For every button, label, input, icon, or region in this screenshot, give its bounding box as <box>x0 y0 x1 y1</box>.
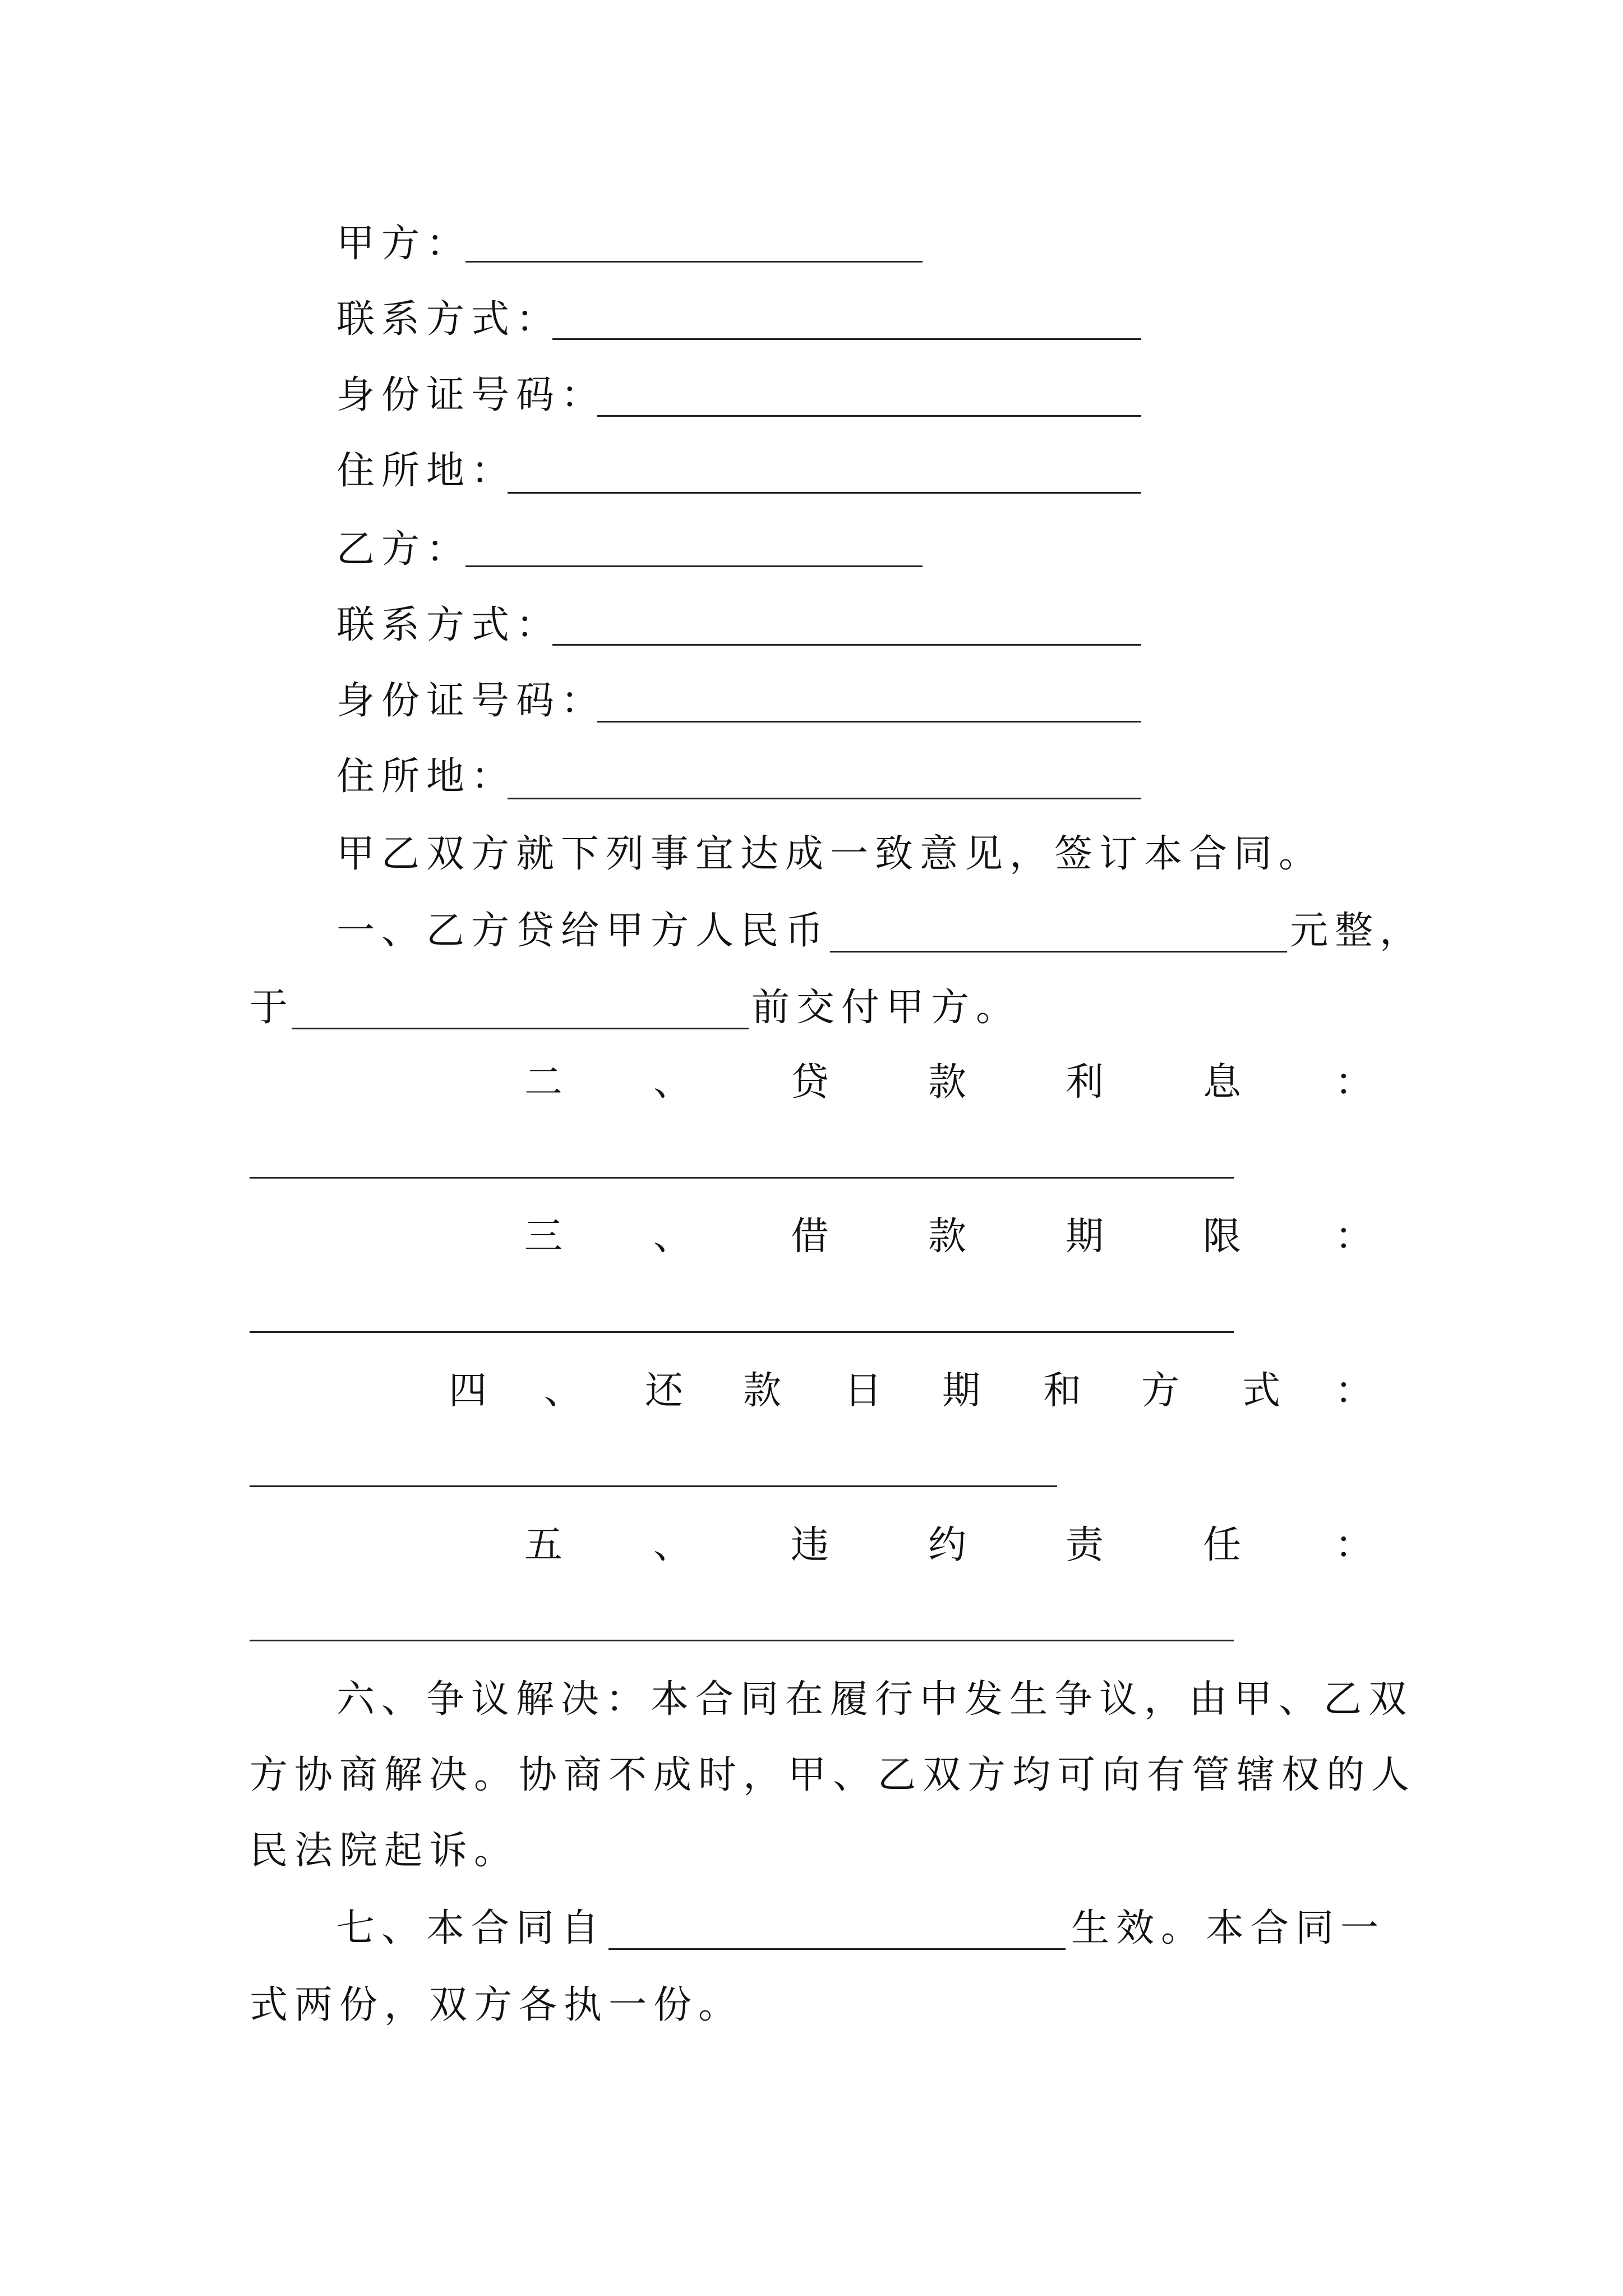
clause7-text-start: 七、本合同自 <box>336 1906 606 1950</box>
party-b-address-label: 住所地： <box>336 754 517 799</box>
clause4-char: 方 <box>1141 1369 1180 1413</box>
party-b-name-field[interactable] <box>465 565 923 567</box>
clause4-char: 式 <box>1242 1369 1281 1413</box>
clause3-char: 三 <box>524 1214 563 1259</box>
clause5-char: 、 <box>653 1523 692 1567</box>
clause1-line2-start: 于 <box>250 986 295 1030</box>
clause6-line3: 民法院起诉。 <box>250 1829 519 1873</box>
clause3-field[interactable] <box>250 1331 1234 1333</box>
clause4-char: ： <box>1335 1369 1373 1413</box>
clause3-char: 借 <box>791 1214 829 1259</box>
clause2-char: 息 <box>1203 1060 1242 1105</box>
clause1-amount-field[interactable] <box>830 951 1287 953</box>
clause2-char: 、 <box>653 1060 692 1105</box>
party-a-contact-label: 联系方式： <box>336 297 561 342</box>
intro-text: 甲乙双方就下列事宜达成一致意见，签订本合同。 <box>336 832 1324 876</box>
party-a-name-label: 甲方： <box>336 222 472 266</box>
clause5-heading <box>0 1520 1623 1571</box>
clause2-char: 利 <box>1066 1060 1104 1105</box>
clause3-heading <box>0 1212 1623 1262</box>
party-a-name-field[interactable] <box>465 261 923 263</box>
clause2-char: ： <box>1335 1060 1373 1105</box>
party-a-id-field[interactable] <box>597 415 1141 417</box>
party-b-address-field[interactable] <box>508 798 1141 799</box>
party-b-name-label: 乙方： <box>336 527 472 572</box>
party-a-address-label: 住所地： <box>336 449 517 493</box>
clause7-date-field[interactable] <box>608 1948 1066 1950</box>
clause5-char: 约 <box>928 1523 967 1567</box>
clause2-char: 二 <box>524 1060 563 1105</box>
clause2-char: 贷 <box>791 1060 829 1105</box>
clause3-char: 、 <box>653 1214 692 1259</box>
clause1-text-end: 元整， <box>1290 909 1425 953</box>
clause4-char: 期 <box>942 1369 981 1413</box>
clause5-char: 五 <box>524 1523 563 1567</box>
clause6-line1: 六、争议解决：本合同在履行中发生争议，由甲、乙双 <box>336 1677 1414 1722</box>
clause4-char: 款 <box>743 1369 782 1413</box>
party-a-address-field[interactable] <box>508 492 1141 494</box>
party-b-id-field[interactable] <box>597 721 1141 723</box>
clause4-char: 还 <box>645 1369 684 1413</box>
clause3-char: 期 <box>1066 1214 1104 1259</box>
clause3-char: 限 <box>1203 1214 1242 1259</box>
clause5-char: 责 <box>1066 1523 1104 1567</box>
clause4-char: 和 <box>1043 1369 1082 1413</box>
clause3-char: 款 <box>928 1214 967 1259</box>
clause4-char: 日 <box>844 1369 883 1413</box>
clause5-char: 任 <box>1203 1523 1242 1567</box>
party-a-id-label: 身份证号码： <box>336 373 606 417</box>
clause5-char: ： <box>1335 1523 1373 1567</box>
clause4-char: 四 <box>449 1369 487 1413</box>
clause5-field[interactable] <box>250 1640 1234 1641</box>
party-a-contact-field[interactable] <box>552 338 1141 340</box>
clause7-text-end: 生效。本合同一 <box>1071 1906 1386 1950</box>
party-b-contact-field[interactable] <box>552 644 1141 646</box>
clause1-text-start: 一、乙方贷给甲方人民币 <box>336 909 831 953</box>
party-b-contact-label: 联系方式： <box>336 603 561 647</box>
clause7-line2: 式两份，双方各执一份。 <box>250 1983 744 2027</box>
clause4-heading <box>0 1366 1623 1416</box>
clause1-date-field[interactable] <box>292 1028 749 1029</box>
clause4-field[interactable] <box>250 1485 1057 1487</box>
clause5-char: 违 <box>791 1523 829 1567</box>
clause2-char: 款 <box>928 1060 967 1105</box>
clause2-heading <box>0 1057 1623 1108</box>
clause3-char: ： <box>1335 1214 1373 1259</box>
clause4-char: 、 <box>544 1369 583 1413</box>
clause1-line2-end: 前交付甲方。 <box>751 986 1021 1030</box>
party-b-id-label: 身份证号码： <box>336 679 606 723</box>
clause2-field[interactable] <box>250 1177 1234 1179</box>
clause6-line2: 方协商解决。协商不成时，甲、乙双方均可向有管辖权的人 <box>250 1753 1417 1797</box>
